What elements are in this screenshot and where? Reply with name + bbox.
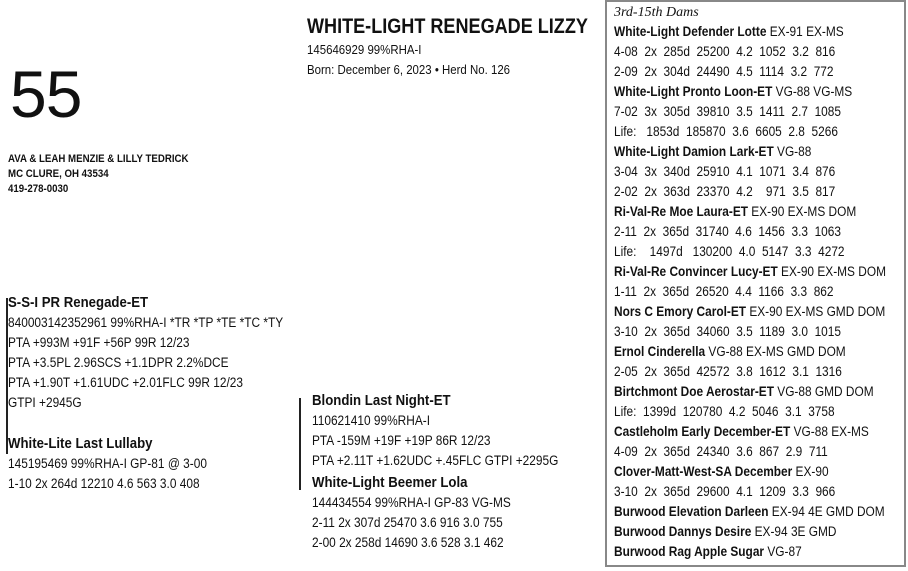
- dam-name: White-Lite Last Lullaby: [8, 435, 153, 452]
- animal-name: WHITE-LIGHT RENEGADE LIZZY: [307, 15, 588, 38]
- dam-entry-name: White-Light Damion Lark-ET: [614, 144, 774, 159]
- dam-entry-classification: EX-91 EX-MS: [766, 24, 844, 39]
- granddam-line: 144434554 99%RHA-I GP-83 VG-MS: [312, 495, 511, 510]
- sire-name: S-S-I PR Renegade-ET: [8, 294, 149, 311]
- dam-line: 1-10 2x 264d 12210 4.6 563 3.0 408: [8, 476, 200, 491]
- dam-entry-name: Ri-Val-Re Convincer Lucy-ET: [614, 264, 778, 279]
- dam-entry-name: Castleholm Early December-ET: [614, 424, 791, 439]
- dam-entry-name: White-Light Pronto Loon-ET: [614, 84, 773, 99]
- mgs-line: 110621410 99%RHA-I: [312, 413, 431, 428]
- dam-record-line: 4-08 2x 285d 25200 4.2 1052 3.2 816: [614, 44, 836, 59]
- dam-entry: [614, 202, 886, 222]
- dam-record-line: 3-10 2x 365d 34060 3.5 1189 3.0 1015: [614, 324, 842, 339]
- dams-box: [605, 0, 906, 567]
- dams-title: 3rd-15th Dams: [614, 5, 699, 20]
- dams-list: [614, 4, 908, 562]
- dam-entry: [614, 462, 886, 482]
- dam-entry-classification: EX-90 EX-MS DOM: [777, 264, 886, 279]
- dam-entry-name: Burwood Dannys Desire: [614, 524, 752, 539]
- sire-block: [8, 293, 321, 413]
- granddam-name: White-Light Beemer Lola: [312, 474, 468, 491]
- animal-header: [307, 14, 634, 80]
- animal-birth-herd: Born: December 6, 2023 • Herd No. 126: [307, 62, 511, 77]
- sire-line: PTA +3.5PL 2.96SCS +1.1DPR 2.2%DCE: [8, 355, 229, 370]
- granddam-line: 2-00 2x 258d 14690 3.6 528 3.1 462: [312, 535, 504, 550]
- lot-number: 55: [10, 57, 82, 131]
- sire-line: PTA +1.90T +1.61UDC +2.01FLC 99R 12/23: [8, 375, 244, 390]
- sire-line: PTA +993M +91F +56P 99R 12/23: [8, 335, 190, 350]
- consignor-phone: 419-278-0030: [8, 183, 69, 195]
- sire-line: GTPI +2945G: [8, 395, 82, 410]
- sire-line: 840003142352961 99%RHA-I *TR *TP *TE *TC *TY: [8, 315, 284, 330]
- dam-record-line: 2-09 2x 304d 24490 4.5 1114 3.2 772: [614, 64, 834, 79]
- dam-entry-classification: EX-90 EX-MS DOM: [748, 204, 857, 219]
- consignor-city: MC CLURE, OH 43534: [8, 168, 109, 180]
- mgs-line: PTA +2.11T +1.62UDC +.45FLC GTPI +2295G: [312, 453, 559, 468]
- dam-entry-name: Birtchmont Doe Aerostar-ET: [614, 384, 774, 399]
- dam-entry: [614, 382, 886, 402]
- mgs-name: Blondin Last Night-ET: [312, 392, 451, 409]
- dam-entry-name: Burwood Elevation Darleen: [614, 504, 769, 519]
- dam-entry: [614, 142, 886, 162]
- dam-line: 145195469 99%RHA-I GP-81 @ 3-00: [8, 456, 207, 471]
- dam-entry-classification: VG-88 EX-MS GMD DOM: [705, 344, 846, 359]
- dam-entry-name: Ri-Val-Re Moe Laura-ET: [614, 204, 749, 219]
- dam-entry: [614, 262, 886, 282]
- dam-record-line: Life: 1497d 130200 4.0 5147 3.3 4272: [614, 244, 845, 259]
- dam-entry-name: Clover-Matt-West-SA December: [614, 464, 793, 479]
- dam-record-line: 1-11 2x 365d 26520 4.4 1166 3.3 862: [614, 284, 834, 299]
- dam-record-line: 4-09 2x 365d 24340 3.6 867 2.9 711: [614, 444, 828, 459]
- dam-record-line: 2-05 2x 365d 42572 3.8 1612 3.1 1316: [614, 364, 842, 379]
- granddam-block: [312, 473, 538, 553]
- dam-entry-name: Burwood Rag Apple Sugar: [614, 544, 765, 559]
- mgs-block: [312, 391, 592, 471]
- mgs-line: PTA -159M +19F +19P 86R 12/23: [312, 433, 491, 448]
- dam-entry: [614, 342, 886, 362]
- dam-block: [8, 434, 234, 494]
- dam-entry: [614, 82, 886, 102]
- dam-entry-classification: EX-94 3E GMD: [751, 524, 837, 539]
- dam-entry: [614, 422, 886, 442]
- dam-record-line: 2-11 2x 365d 31740 4.6 1456 3.3 1063: [614, 224, 842, 239]
- dam-record-line: 2-02 2x 363d 23370 4.2 971 3.5 817: [614, 184, 836, 199]
- dam-record-line: Life: 1399d 120780 4.2 5046 3.1 3758: [614, 404, 835, 419]
- dam-entry-classification: VG-88: [773, 144, 812, 159]
- animal-registration: 145646929 99%RHA-I: [307, 42, 422, 57]
- dam-record-line: 3-04 3x 340d 25910 4.1 1071 3.4 876: [614, 164, 836, 179]
- dam-record-line: 7-02 3x 305d 39810 3.5 1411 2.7 1085: [614, 104, 842, 119]
- dam-entry: [614, 22, 886, 42]
- dam-record-line: 3-10 2x 365d 29600 4.1 1209 3.3 966: [614, 484, 836, 499]
- consignor-names: AVA & LEAH MENZIE & LILLY TEDRICK: [8, 153, 189, 165]
- dam-entry: [614, 502, 886, 522]
- dam-entry-name: Ernol Cinderella: [614, 344, 706, 359]
- dam-entry: [614, 302, 886, 322]
- dam-entry-name: White-Light Defender Lotte: [614, 24, 767, 39]
- dam-entry-classification: VG-87: [764, 544, 802, 559]
- dam-entry: [614, 542, 886, 562]
- dam-entry-name: Nors C Emory Carol-ET: [614, 304, 747, 319]
- consignor-block: [8, 152, 213, 197]
- dam-entry: [614, 522, 886, 542]
- dam-entry-classification: VG-88 GMD DOM: [773, 384, 874, 399]
- dam-entry-classification: EX-90 EX-MS GMD DOM: [746, 304, 886, 319]
- dam-entry-classification: VG-88 VG-MS: [772, 84, 853, 99]
- granddam-line: 2-11 2x 307d 25470 3.6 916 3.0 755: [312, 515, 503, 530]
- dam-entry-classification: EX-94 4E GMD DOM: [768, 504, 885, 519]
- dam-entry-classification: VG-88 EX-MS: [790, 424, 869, 439]
- dam-entry-classification: EX-90: [792, 464, 829, 479]
- dam-record-line: Life: 1853d 185870 3.6 6605 2.8 5266: [614, 124, 838, 139]
